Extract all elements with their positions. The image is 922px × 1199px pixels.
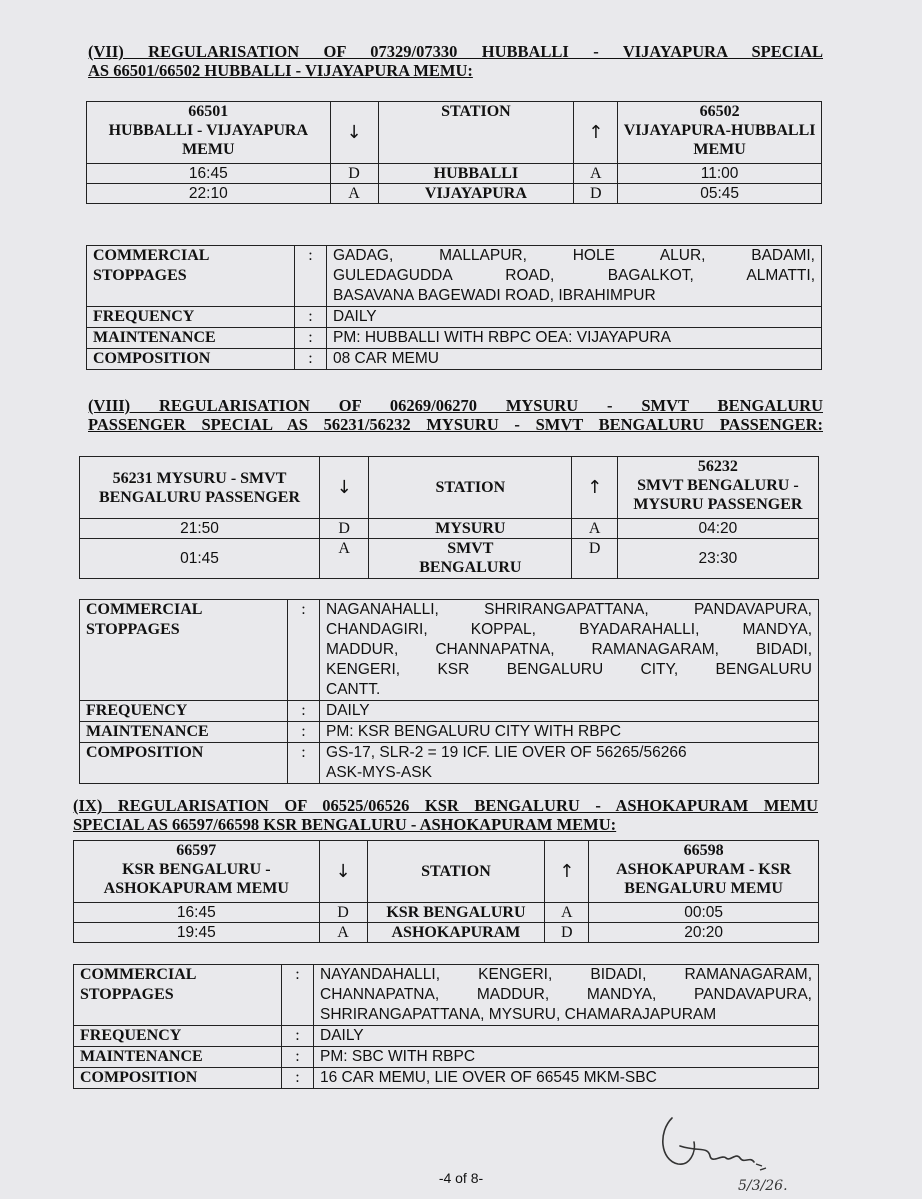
arr-dep-code: D [574,184,618,204]
frequency-value: DAILY [327,307,822,328]
table-row [74,923,819,943]
station-header: STATION [378,102,574,164]
train-66501-header [87,102,331,164]
arr-dep-code: A [572,519,617,539]
arrival-time: 11:00 [618,164,822,184]
station-header: STATION [369,457,572,519]
stoppages-line: CHANNAPATNA, MADDUR, MANDYA, PANDAVAPURA, [320,986,812,1003]
colon: : [288,722,320,743]
arr-dep-code: A [574,164,618,184]
section-8-heading [88,396,823,434]
departure-time: 01:45 [80,539,320,579]
stoppages-line: NAGANAHALLI, SHRIRANGAPATTANA, PANDAVAPURA, [326,601,812,618]
stoppages-label [80,600,288,701]
maintenance-value: PM: KSR BENGALURU CITY WITH RBPC [320,722,819,743]
stoppages-line: KENGERI, KSR BENGALURU CITY, BENGALURU [326,661,812,678]
composition-line: GS-17, SLR-2 = 19 ICF. LIE OVER OF 56265/56266 [326,744,687,761]
page-number: -4 of 8- [438,1170,484,1186]
frequency-value: DAILY [314,1026,819,1047]
table-row [74,903,819,923]
composition-label: COMPOSITION [74,1068,282,1089]
train-number: 66597 [176,842,217,859]
train-type: ASHOKAPURAM MEMU [103,880,289,897]
section-7-details [86,245,822,370]
stoppages-value [314,965,819,1026]
stoppages-label [74,965,282,1026]
colon: : [295,307,327,328]
station-header: STATION [367,841,545,903]
label-line: STOPPAGES [93,267,187,284]
table-row [80,519,819,539]
station-name: KSR BENGALURU [367,903,545,923]
train-66598-header [589,841,819,903]
train-56231-header [80,457,320,519]
train-56232-header [617,457,818,519]
stoppages-line: GULEDAGUDDA ROAD, BAGALKOT, ALMATTI, [333,267,815,284]
train-name: 56231 MYSURU - SMVT [112,469,287,487]
composition-label: COMPOSITION [80,743,288,784]
departure-time: 22:10 [87,184,331,204]
down-arrow-icon: ↓ [330,102,378,164]
colon: : [288,701,320,722]
colon: : [295,246,327,307]
arr-dep-code: A [330,184,378,204]
up-arrow-icon: ↑ [574,102,618,164]
arr-dep-code: D [545,923,589,943]
section-7-heading [88,42,823,80]
arr-dep-code: A [320,539,369,579]
train-number: 56232 [697,458,738,475]
label-line: COMMERCIAL [80,966,197,983]
label-line: COMMERCIAL [93,247,210,264]
arr-dep-code: D [572,539,617,579]
stoppages-line: MADDUR, CHANNAPATNA, RAMANAGARAM, BIDADI, [326,641,812,658]
colon: : [282,1026,314,1047]
arr-dep-code: A [319,923,367,943]
colon: : [282,965,314,1026]
arr-dep-code: D [319,903,367,923]
train-type: BENGALURU MEMU [624,880,783,897]
train-66502-header [618,102,822,164]
up-arrow-icon: ↑ [545,841,589,903]
stoppages-line: NAYANDAHALLI, KENGERI, BIDADI, RAMANAGARAM, [320,966,812,983]
stoppages-line: CHANDAGIRI, KOPPAL, BYADARAHALLI, MANDYA, [326,621,812,638]
train-type: MYSURU PASSENGER [633,496,803,513]
station-name: HUBBALLI [378,164,574,184]
arrival-time: 04:20 [617,519,818,539]
section-8-details [79,599,819,784]
section-9-heading-line2: SPECIAL AS 66597/66598 KSR BENGALURU - ASHOKAPURAM MEMU: [73,815,617,834]
down-arrow-icon: ↓ [320,457,369,519]
section-9-heading-line1: (IX) REGULARISATION OF 06525/06526 KSR BENGALURU - ASHOKAPURAM MEMU [73,796,818,815]
colon: : [282,1047,314,1068]
frequency-label: FREQUENCY [74,1026,282,1047]
table-row [87,184,822,204]
composition-label: COMPOSITION [87,349,295,370]
arrival-time: 20:20 [589,923,819,943]
table-row [80,539,819,579]
stoppages-value [320,600,819,701]
frequency-label: FREQUENCY [87,307,295,328]
departure-time: 16:45 [74,903,320,923]
train-type: MEMU [693,141,746,158]
arrival-time: 05:45 [618,184,822,204]
composition-value [320,743,819,784]
train-type: MEMU [182,141,235,158]
train-type: BENGALURU PASSENGER [98,488,301,506]
colon: : [288,743,320,784]
signature-date: 5/3/26. [738,1178,788,1194]
stoppages-line: CANTT. [326,681,381,698]
stoppages-line: SHRIRANGAPATTANA, MYSURU, CHAMARAJAPURAM [320,1006,717,1023]
up-arrow-icon: ↑ [572,457,617,519]
train-name: VIJAYAPURA-HUBBALLI [623,122,816,139]
section-7-timetable [86,101,822,204]
colon: : [295,328,327,349]
frequency-label: FREQUENCY [80,701,288,722]
train-name: SMVT BENGALURU - [637,477,799,494]
arr-dep-code: D [330,164,378,184]
departure-time: 16:45 [87,164,331,184]
colon: : [282,1068,314,1089]
station-name: ASHOKAPURAM [367,923,545,943]
frequency-value: DAILY [320,701,819,722]
stoppages-value [327,246,822,307]
stoppages-line: GADAG, MALLAPUR, HOLE ALUR, BADAMI, [333,247,815,264]
section-7-heading-line1: (VII) REGULARISATION OF 07329/07330 HUBBALLI - VIJAYAPURA SPECIAL [88,42,823,61]
section-9-timetable [73,840,819,943]
section-8-heading-line2: PASSENGER SPECIAL AS 56231/56232 MYSURU - SMVT BENGALURU PASSENGER: [88,415,823,434]
section-8-heading-line1: (VIII) REGULARISATION OF 06269/06270 MYSURU - SMVT BENGALURU [88,396,823,415]
label-line: STOPPAGES [80,986,174,1003]
label-line: STOPPAGES [86,621,180,638]
maintenance-label: MAINTENANCE [87,328,295,349]
table-row [87,164,822,184]
train-66597-header [74,841,320,903]
colon: : [295,349,327,370]
maintenance-label: MAINTENANCE [74,1047,282,1068]
train-number: 66501 [188,103,229,120]
train-number: 66598 [683,842,724,859]
arrival-time: 23:30 [617,539,818,579]
section-8-timetable [79,456,819,579]
arr-dep-code: D [320,519,369,539]
train-number: 66502 [699,103,740,120]
arr-dep-code: A [545,903,589,923]
station-name: VIJAYAPURA [378,184,574,204]
maintenance-label: MAINTENANCE [80,722,288,743]
train-name: HUBBALLI - VIJAYAPURA [108,122,309,139]
label-line: COMMERCIAL [86,601,203,618]
stoppages-line: BASAVANA BAGEWADI ROAD, IBRAHIMPUR [333,287,656,304]
composition-line: ASK-MYS-ASK [326,764,432,781]
arrival-time: 00:05 [589,903,819,923]
stoppages-label [87,246,295,307]
station-name: MYSURU [369,519,572,539]
composition-value: 08 CAR MEMU [327,349,822,370]
departure-time: 19:45 [74,923,320,943]
train-name: ASHOKAPURAM - KSR [616,861,792,878]
section-9-heading [73,796,818,834]
train-name: KSR BENGALURU - [122,861,271,878]
maintenance-value: PM: SBC WITH RBPC [314,1047,819,1068]
maintenance-value: PM: HUBBALLI WITH RBPC OEA: VIJAYAPURA [327,328,822,349]
departure-time: 21:50 [80,519,320,539]
composition-value: 16 CAR MEMU, LIE OVER OF 66545 MKM-SBC [314,1068,819,1089]
down-arrow-icon: ↓ [319,841,367,903]
section-7-heading-line2: AS 66501/66502 HUBBALLI - VIJAYAPURA MEMU: [88,61,473,80]
section-9-details [73,964,819,1089]
station-name: SMVT BENGALURU [369,539,572,579]
colon: : [288,600,320,701]
